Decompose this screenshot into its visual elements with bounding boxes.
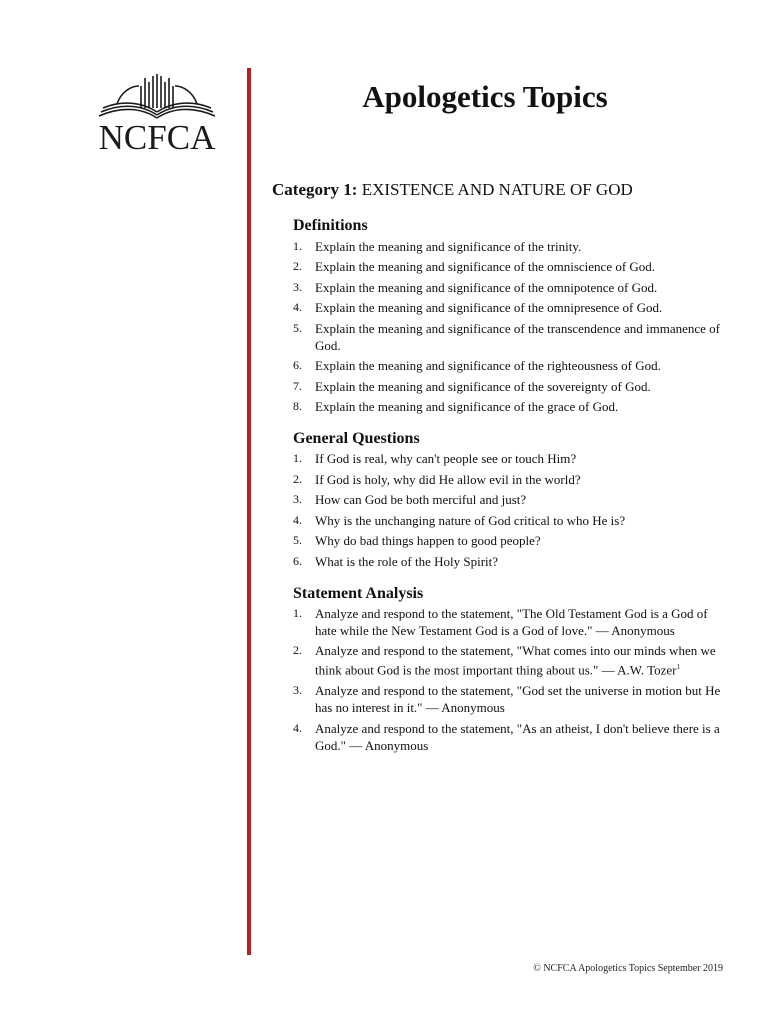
item-text-content: Explain the meaning and significance of the trinity. <box>315 238 582 254</box>
list-item <box>293 605 732 639</box>
footnote-marker: 1 <box>676 663 681 672</box>
section-heading: General Questions <box>293 430 420 448</box>
item-number: 5. <box>293 320 302 335</box>
category-title <box>272 180 732 200</box>
list-item <box>293 471 732 488</box>
item-text-content: Explain the meaning and significance of the omnipresence of God. <box>315 300 663 316</box>
item-text-content: Explain the meaning and significance of the grace of God. <box>315 399 619 415</box>
item-text <box>315 532 732 549</box>
item-text-content: Analyze and respond to the statement, "What comes into our minds when we think about God is the most important thing about us." — A.W. Tozer <box>315 643 716 678</box>
item-text-content: Why do bad things happen to good people? <box>315 533 541 549</box>
item-number: 1. <box>293 605 302 620</box>
item-text-content: Analyze and respond to the statement, "The Old Testament God is a God of hate while the New Testament God is a God of love." — Anonymous <box>315 605 708 638</box>
section-definitions <box>293 216 732 415</box>
item-text <box>315 553 732 570</box>
item-text-content: What is the role of the Holy Spirit? <box>315 553 499 569</box>
list-item <box>293 642 732 678</box>
item-text <box>315 357 732 374</box>
item-text-content: Explain the meaning and significance of the omniscience of God. <box>315 259 656 275</box>
list-item <box>293 532 732 549</box>
item-text-content: Explain the meaning and significance of the transcendence and immanence of God. <box>315 320 720 353</box>
item-text-content: If God is holy, why did He allow evil in the world? <box>315 471 581 487</box>
list-item <box>293 279 732 296</box>
item-text <box>315 238 732 255</box>
item-number: 3. <box>293 279 302 294</box>
item-text-content: Analyze and respond to the statement, "God set the universe in motion but He has no interest in it." — Anonymous <box>315 683 721 716</box>
item-text <box>315 258 732 275</box>
item-list <box>293 450 732 570</box>
section-heading: Statement Analysis <box>293 584 424 602</box>
item-text <box>315 398 732 415</box>
item-number: 8. <box>293 399 302 414</box>
item-number: 2. <box>293 471 302 486</box>
item-text <box>315 642 732 678</box>
list-item <box>293 238 732 255</box>
list-item <box>293 320 732 354</box>
list-item <box>293 357 732 374</box>
item-text-content: Why is the unchanging nature of God critical to who He is? <box>315 512 626 528</box>
category-label: Category 1: <box>272 180 358 199</box>
list-item <box>293 398 732 415</box>
list-item <box>293 450 732 467</box>
item-number: 2. <box>293 259 302 274</box>
item-number: 6. <box>293 358 302 373</box>
ncfca-logo <box>92 72 222 162</box>
item-number: 5. <box>293 533 302 548</box>
item-text <box>315 605 732 639</box>
content <box>272 180 732 768</box>
item-list <box>293 238 732 416</box>
item-text <box>315 378 732 395</box>
item-list <box>293 605 732 754</box>
item-number: 4. <box>293 300 302 315</box>
item-number: 3. <box>293 683 302 698</box>
item-text-content: Analyze and respond to the statement, "As an atheist, I don't believe there is a God." — Anonymous <box>315 720 720 753</box>
list-item <box>293 553 732 570</box>
list-item <box>293 299 732 316</box>
section-statement-analysis <box>293 584 732 754</box>
item-text <box>315 471 732 488</box>
item-text-content: If God is real, why can't people see or touch Him? <box>315 451 577 467</box>
item-text-content: Explain the meaning and significance of the righteousness of God. <box>315 358 661 374</box>
item-text <box>315 491 732 508</box>
list-item <box>293 512 732 529</box>
item-number: 4. <box>293 512 302 527</box>
list-item <box>293 491 732 508</box>
item-number: 1. <box>293 238 302 253</box>
section-general-questions <box>293 429 732 570</box>
item-text <box>315 279 732 296</box>
item-text <box>315 512 732 529</box>
section-heading: Definitions <box>293 217 368 235</box>
item-text <box>315 299 732 316</box>
item-number: 6. <box>293 553 302 568</box>
sections <box>272 216 732 753</box>
page-title: Apologetics Topics <box>362 79 608 114</box>
footer-copyright: © NCFCA Apologetics Topics September 2019 <box>533 963 723 974</box>
item-text-content: Explain the meaning and significance of the omnipotence of God. <box>315 279 658 295</box>
item-number: 3. <box>293 492 302 507</box>
item-number: 2. <box>293 643 302 658</box>
list-item <box>293 682 732 716</box>
item-text <box>315 320 732 354</box>
list-item <box>293 378 732 395</box>
open-book-with-city-icon <box>97 72 217 122</box>
vertical-divider <box>247 68 251 955</box>
list-item <box>293 258 732 275</box>
item-text <box>315 682 732 716</box>
item-number: 4. <box>293 720 302 735</box>
list-item <box>293 720 732 754</box>
item-text <box>315 450 732 467</box>
item-text-content: Explain the meaning and significance of the sovereignty of God. <box>315 378 651 394</box>
item-number: 7. <box>293 378 302 393</box>
item-text <box>315 720 732 754</box>
item-number: 1. <box>293 451 302 466</box>
logo-text: NCFCA <box>98 118 216 157</box>
category-name: EXISTENCE AND NATURE OF GOD <box>361 180 633 199</box>
item-text-content: How can God be both merciful and just? <box>315 492 527 508</box>
